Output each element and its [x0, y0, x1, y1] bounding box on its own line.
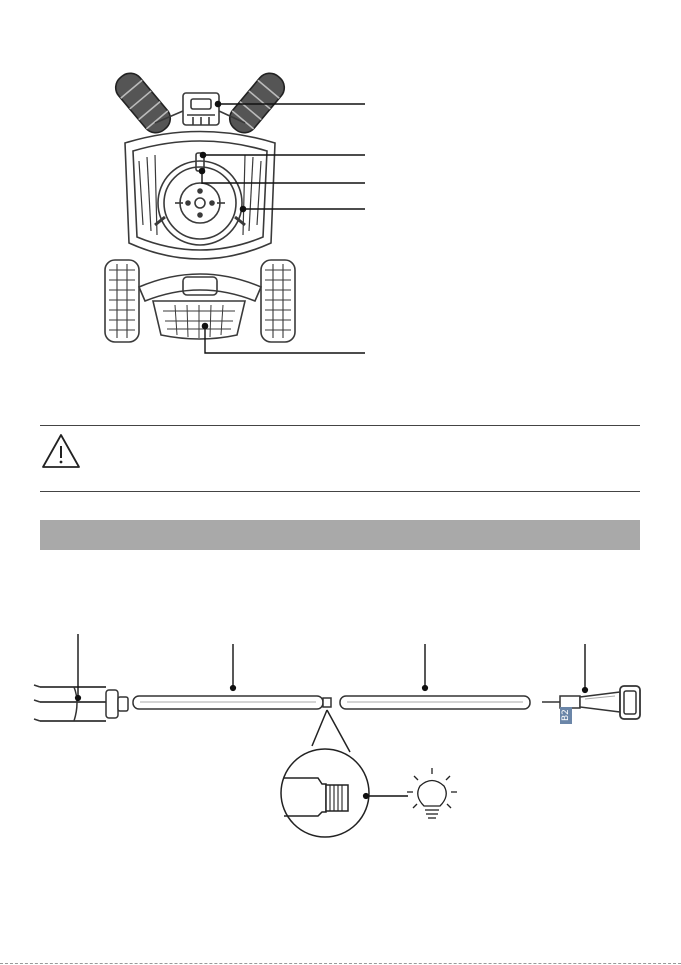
part-badge-b2: B2 — [560, 707, 572, 724]
lightbulb-icon — [407, 768, 457, 818]
pole-segment-icon — [340, 696, 530, 709]
warning-bottom-rule — [40, 491, 640, 492]
parts-figure — [0, 620, 681, 840]
antenna-connector-icon — [542, 686, 640, 719]
warning-top-rule — [40, 425, 640, 426]
section-header-bar — [40, 520, 640, 550]
page-bottom-rule — [0, 963, 681, 964]
top-figure-callouts — [0, 0, 681, 380]
threaded-pole-segment-icon — [133, 696, 331, 709]
ground-spike-fork-icon — [34, 685, 128, 721]
warning-triangle-icon — [40, 432, 82, 470]
section-title — [40, 520, 640, 534]
thread-detail-magnifier — [281, 710, 369, 837]
